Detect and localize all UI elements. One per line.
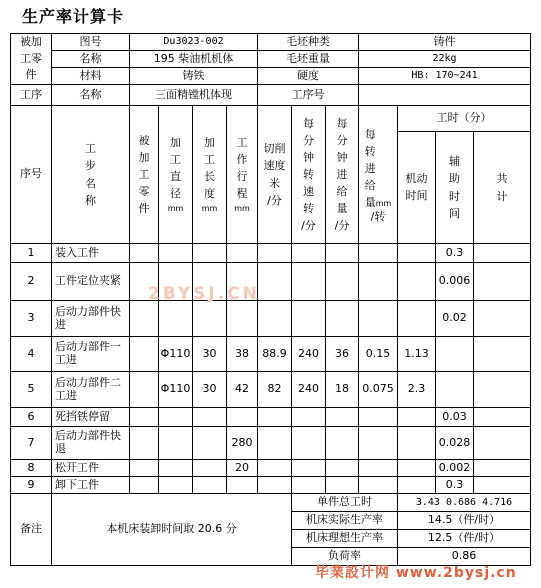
row-workpieces — [130, 460, 159, 477]
table-row — [11, 460, 531, 477]
drawing-no-value: Du3023-002 — [130, 34, 258, 51]
row-stroke: 42 — [227, 372, 258, 408]
row-cut-speed — [258, 244, 292, 263]
row-spindle-speed — [292, 301, 326, 337]
col-cut-speed: 切削 速度 米 /分 — [258, 106, 292, 244]
part-name-value: 195 柴油机机体 — [130, 51, 258, 68]
row-feed-per-rev — [359, 460, 398, 477]
unit-total-value: 3.43 0.686 4.716 — [398, 494, 531, 512]
col-total: 共 计 — [474, 132, 531, 244]
row-spindle-speed — [292, 427, 326, 460]
col-stroke: 工 作 行 程 mm — [227, 106, 258, 244]
row-seq: 7 — [11, 427, 52, 460]
row-feed-per-min — [326, 301, 359, 337]
row-length — [193, 477, 227, 494]
row-spindle-speed: 240 — [292, 372, 326, 408]
blank-type-value: 铸件 — [359, 34, 531, 51]
table-row — [11, 408, 531, 427]
ideal-rate-value: 12.5（件/时） — [398, 530, 531, 548]
page-title: 生产率计算卡 — [22, 7, 125, 26]
blank-type-label: 毛坯种类 — [258, 34, 359, 51]
col-work-hours: 工时（分） — [398, 106, 531, 132]
row-stroke — [227, 408, 258, 427]
row-diameter — [159, 301, 193, 337]
table-row — [11, 263, 531, 301]
row-aux-time: 0.006 — [436, 263, 474, 301]
col-spindle-speed: 每 分 钟 转 速 转 /分 — [292, 106, 326, 244]
row-step-name: 死挡铁停留 — [52, 408, 130, 427]
row-feed-per-min — [326, 460, 359, 477]
row-cut-speed — [258, 427, 292, 460]
row-cut-speed: 88.9 — [258, 337, 292, 372]
row-feed-per-min — [326, 263, 359, 301]
table-row — [11, 244, 531, 263]
row-step-name: 后动力部件一工进 — [52, 337, 130, 372]
row-aux-time — [436, 372, 474, 408]
row-total — [474, 301, 531, 337]
row-aux-time: 0.3 — [436, 477, 474, 494]
row-cut-speed — [258, 301, 292, 337]
remark-text: 本机床装卸时间取 20.6 分 — [52, 494, 292, 566]
row-length — [193, 301, 227, 337]
row-diameter: Φ110 — [159, 372, 193, 408]
row-diameter — [159, 477, 193, 494]
row-spindle-speed: 240 — [292, 337, 326, 372]
row-machine-time: 2.3 — [398, 372, 436, 408]
row-workpieces — [130, 301, 159, 337]
row-cut-speed — [258, 263, 292, 301]
row-aux-time: 0.002 — [436, 460, 474, 477]
col-machine-time: 机动 时间 — [398, 132, 436, 244]
row-feed-per-min — [326, 427, 359, 460]
unit-total-label: 单件总工时 — [292, 494, 398, 512]
material-label: 材料 — [52, 68, 130, 85]
row-stroke — [227, 244, 258, 263]
row-total — [474, 372, 531, 408]
row-step-name: 卸下工件 — [52, 477, 130, 494]
row-cut-speed — [258, 477, 292, 494]
row-machine-time — [398, 477, 436, 494]
row-cut-speed — [258, 460, 292, 477]
row-machine-time — [398, 427, 436, 460]
ideal-rate-label: 机床理想生产率 — [292, 530, 398, 548]
row-step-name: 工件定位夹紧 — [52, 263, 130, 301]
hardness-label: 硬度 — [258, 68, 359, 85]
row-length — [193, 408, 227, 427]
row-total — [474, 408, 531, 427]
col-length: 加 工 长 度 mm — [193, 106, 227, 244]
row-feed-per-rev — [359, 301, 398, 337]
watermark-center: 2BYSJ.CN — [148, 284, 260, 304]
row-step-name: 后动力部件二工进 — [52, 372, 130, 408]
row-seq: 5 — [11, 372, 52, 408]
row-feed-per-min — [326, 477, 359, 494]
process-name-label: 名称 — [52, 85, 130, 106]
row-spindle-speed — [292, 477, 326, 494]
row-machine-time — [398, 244, 436, 263]
load-rate-value: 0.86 — [398, 548, 531, 566]
row-step-name: 后动力部件快退 — [52, 427, 130, 460]
row-machine-time — [398, 263, 436, 301]
row-spindle-speed — [292, 460, 326, 477]
name-label: 名称 — [52, 51, 130, 68]
row-feed-per-rev: 0.075 — [359, 372, 398, 408]
row-feed-per-min — [326, 408, 359, 427]
row-machine-time — [398, 408, 436, 427]
row-stroke — [227, 301, 258, 337]
row-cut-speed — [258, 408, 292, 427]
actual-rate-value: 14.5（件/时） — [398, 512, 531, 530]
row-seq: 2 — [11, 263, 52, 301]
process-name-value: 三面精镗机体现 — [130, 85, 258, 106]
row-workpieces — [130, 372, 159, 408]
row-length — [193, 460, 227, 477]
row-aux-time: 0.3 — [436, 244, 474, 263]
row-aux-time: 0.028 — [436, 427, 474, 460]
row-workpieces — [130, 244, 159, 263]
drawing-no-label: 图号 — [52, 34, 130, 51]
row-machine-time: 1.13 — [398, 337, 436, 372]
row-step-name: 后动力部件快进 — [52, 301, 130, 337]
row-seq: 1 — [11, 244, 52, 263]
material-value: 铸铁 — [130, 68, 258, 85]
row-spindle-speed — [292, 263, 326, 301]
col-feed-per-min: 每 分 钟 进 给 量 /分 — [326, 106, 359, 244]
row-aux-time: 0.03 — [436, 408, 474, 427]
watermark-bottom: 毕業設计网 www.2bysj.cn — [315, 565, 517, 581]
process-no-label: 工序号 — [258, 85, 359, 106]
row-spindle-speed — [292, 244, 326, 263]
part-label-cell: 被加 工零 件 — [11, 34, 52, 85]
row-stroke: 20 — [227, 460, 258, 477]
col-step-name: 工 步 名 称 — [52, 106, 130, 244]
row-cut-speed: 82 — [258, 372, 292, 408]
table-row — [11, 372, 531, 408]
col-feed-per-rev: 每 转 进 给 量mm /转 — [359, 106, 398, 244]
row-total — [474, 263, 531, 301]
row-stroke: 38 — [227, 337, 258, 372]
row-seq: 3 — [11, 301, 52, 337]
row-total — [474, 337, 531, 372]
load-rate-label: 负荷率 — [292, 548, 398, 566]
row-aux-time: 0.02 — [436, 301, 474, 337]
row-machine-time — [398, 301, 436, 337]
row-length — [193, 427, 227, 460]
row-feed-per-rev — [359, 408, 398, 427]
row-workpieces — [130, 427, 159, 460]
row-workpieces — [130, 477, 159, 494]
row-feed-per-rev — [359, 477, 398, 494]
table-row — [11, 337, 531, 372]
row-aux-time — [436, 337, 474, 372]
row-diameter — [159, 244, 193, 263]
productivity-card-table — [10, 33, 531, 566]
col-aux-time: 辅 助 时 间 — [436, 132, 474, 244]
row-diameter: Φ110 — [159, 337, 193, 372]
table-row — [11, 477, 531, 494]
row-machine-time — [398, 460, 436, 477]
blank-weight-value: 22kg — [359, 51, 531, 68]
row-diameter — [159, 427, 193, 460]
row-feed-per-rev — [359, 244, 398, 263]
table-row — [11, 427, 531, 460]
row-length: 30 — [193, 372, 227, 408]
row-diameter — [159, 408, 193, 427]
row-stroke — [227, 477, 258, 494]
row-length — [193, 244, 227, 263]
col-diameter: 加 工 直 径 mm — [159, 106, 193, 244]
row-total — [474, 460, 531, 477]
col-workpieces: 被 加 工 零 件 — [130, 106, 159, 244]
col-seq: 序号 — [11, 106, 52, 244]
row-workpieces — [130, 408, 159, 427]
row-total — [474, 244, 531, 263]
row-feed-per-rev — [359, 263, 398, 301]
row-total — [474, 477, 531, 494]
row-step-name: 装入工件 — [52, 244, 130, 263]
row-diameter — [159, 460, 193, 477]
row-seq: 4 — [11, 337, 52, 372]
row-feed-per-min: 36 — [326, 337, 359, 372]
row-feed-per-min: 18 — [326, 372, 359, 408]
blank-weight-label: 毛坯重量 — [258, 51, 359, 68]
hardness-value: HB: 170~241 — [359, 68, 531, 85]
remark-label: 备注 — [11, 494, 52, 566]
row-feed-per-min — [326, 244, 359, 263]
row-spindle-speed — [292, 408, 326, 427]
process-no-value — [359, 85, 531, 106]
row-total — [474, 427, 531, 460]
row-seq: 8 — [11, 460, 52, 477]
actual-rate-label: 机床实际生产率 — [292, 512, 398, 530]
process-label: 工序 — [11, 85, 52, 106]
row-stroke: 280 — [227, 427, 258, 460]
table-row — [11, 301, 531, 337]
row-workpieces — [130, 337, 159, 372]
row-length: 30 — [193, 337, 227, 372]
row-feed-per-rev: 0.15 — [359, 337, 398, 372]
row-seq: 6 — [11, 408, 52, 427]
row-feed-per-rev — [359, 427, 398, 460]
row-step-name: 松开工件 — [52, 460, 130, 477]
row-seq: 9 — [11, 477, 52, 494]
